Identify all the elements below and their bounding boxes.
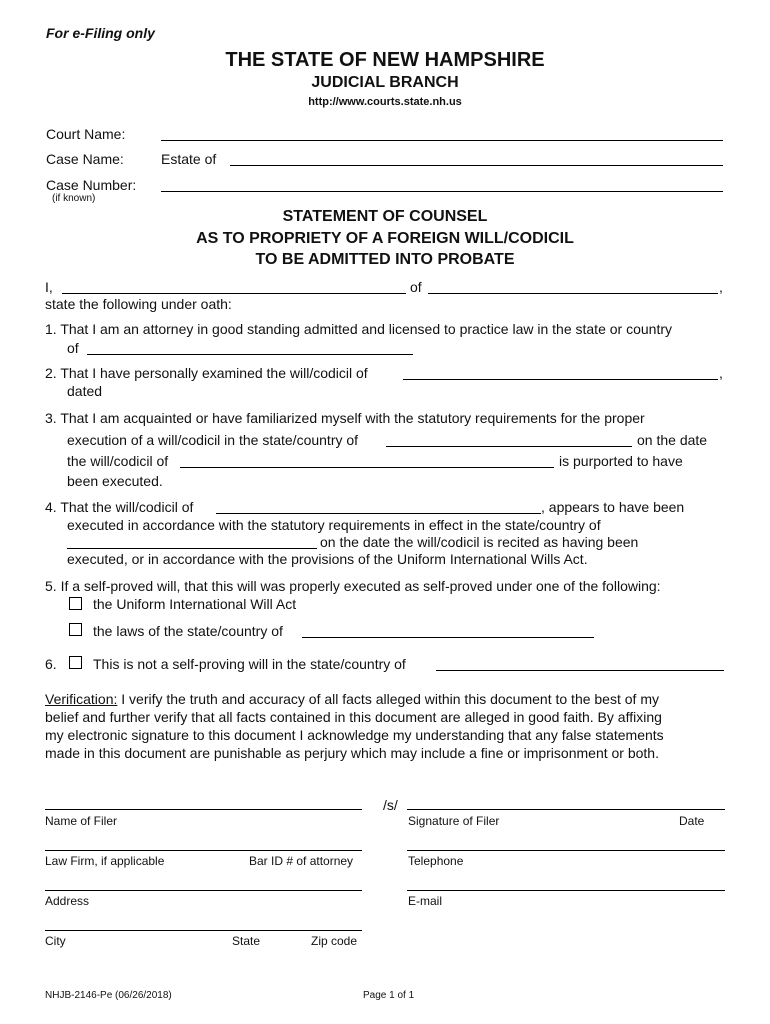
efiling-notice: For e-Filing only xyxy=(46,25,155,41)
item4-on-date: on the date the will/codicil is recited as having been xyxy=(320,534,639,550)
bar-id-label: Bar ID # of attorney xyxy=(249,854,354,868)
email-label: E-mail xyxy=(408,894,443,908)
case-name-field[interactable] xyxy=(230,165,723,166)
item4-testator-field[interactable] xyxy=(216,513,541,514)
item5-state-checkbox[interactable] xyxy=(69,623,82,636)
item2-testator-field[interactable] xyxy=(403,379,718,380)
page-number: Page 1 of 1 xyxy=(363,990,415,1001)
doc-title-line1: STATEMENT OF COUNSEL xyxy=(282,208,488,225)
city-label: City xyxy=(45,934,66,948)
law-firm-label: Law Firm, if applicable xyxy=(45,854,165,868)
item2-text: 2. That I have personally examined the will/codicil of xyxy=(45,365,368,381)
item6-checkbox[interactable] xyxy=(69,656,82,669)
signature-field[interactable] xyxy=(407,809,725,810)
item3-text: 3. That I am acquainted or have familiarized myself with the statutory requirements for the proper xyxy=(45,410,645,426)
verification-line1 xyxy=(45,691,659,707)
form-id: NHJB-2146-Pe (06/26/2018) xyxy=(45,990,172,1001)
name-of-filer-label: Name of Filer xyxy=(45,814,118,828)
item1-state-field[interactable] xyxy=(87,354,413,355)
item6-label: This is not a self-proving will in the state/country of xyxy=(93,656,406,672)
item6-state-field[interactable] xyxy=(436,670,724,671)
verification-line4: made in this document are punishable as perjury which may include a fine or imprisonment or both. xyxy=(45,745,659,761)
item5-uniform-label: the Uniform International Will Act xyxy=(93,596,297,612)
case-number-label: Case Number: xyxy=(46,177,137,193)
verification-line2: belief and further verify that all facts contained in this document are alleged in good faith. By affixing xyxy=(45,709,662,725)
verification-line3: my electronic signature to this document I acknowledge my understanding that any false statements xyxy=(45,727,664,743)
declarant-location-field[interactable] xyxy=(428,293,718,294)
item1-of: of xyxy=(67,340,79,356)
email-field[interactable] xyxy=(407,890,725,891)
state-title: THE STATE OF NEW HAMPSHIRE xyxy=(225,49,545,71)
item3-state-field[interactable] xyxy=(386,446,632,447)
oath-text: state the following under oath: xyxy=(45,296,232,312)
case-name-label: Case Name: xyxy=(46,151,124,167)
court-url[interactable]: http://www.courts.state.nh.us xyxy=(308,96,462,108)
item5-uniform-checkbox[interactable] xyxy=(69,597,82,610)
item3-will-of: the will/codicil of xyxy=(67,453,169,469)
if-known-note: (if known) xyxy=(52,193,96,204)
doc-title-line2: AS TO PROPRIETY OF A FOREIGN WILL/CODICIL xyxy=(196,230,574,247)
law-firm-field[interactable] xyxy=(45,850,362,851)
item2-comma: , xyxy=(719,365,723,381)
item5-state-label: the laws of the state/country of xyxy=(93,623,283,639)
item4-uniform: executed, or in accordance with the provisions of the Uniform International Wills Act. xyxy=(67,551,588,567)
item6-number: 6. xyxy=(45,656,57,672)
verification-text1: I verify the truth and accuracy of all facts alleged within this document to the best of my xyxy=(117,691,659,707)
zip-label: Zip code xyxy=(311,934,358,948)
item3-execution: execution of a will/codicil in the state/country of xyxy=(67,432,359,448)
case-number-field[interactable] xyxy=(161,191,723,192)
signature-label: Signature of Filer xyxy=(408,814,500,828)
name-of-filer-field[interactable] xyxy=(45,809,362,810)
item5-text: 5. If a self-proved will, that this will was properly executed as self-proved under one of the following: xyxy=(45,578,661,594)
doc-title-line3: TO BE ADMITTED INTO PROBATE xyxy=(255,251,515,268)
item4-appears: , appears to have been xyxy=(541,499,685,515)
intro-i: I, xyxy=(45,279,53,295)
intro-of: of xyxy=(410,279,422,295)
item2-dated: dated xyxy=(67,383,103,399)
declarant-name-field[interactable] xyxy=(62,293,406,294)
branch-title: JUDICIAL BRANCH xyxy=(311,74,459,91)
date-label: Date xyxy=(679,814,705,828)
state-label: State xyxy=(232,934,261,948)
court-name-label: Court Name: xyxy=(46,126,126,142)
item4-state-field[interactable] xyxy=(67,548,317,549)
item4-text: 4. That the will/codicil of xyxy=(45,499,194,515)
telephone-field[interactable] xyxy=(407,850,725,851)
item3-on-date: on the date xyxy=(637,432,708,448)
city-state-zip-field[interactable] xyxy=(45,930,362,931)
item3-testator-field[interactable] xyxy=(180,467,554,468)
estate-of-label: Estate of xyxy=(161,151,217,167)
item4-executed: executed in accordance with the statutory requirements in effect in the state/country of xyxy=(67,517,601,533)
intro-comma: , xyxy=(719,279,723,295)
address-label: Address xyxy=(45,894,90,908)
address-field[interactable] xyxy=(45,890,362,891)
item3-purported: is purported to have xyxy=(559,453,683,469)
item1-text: 1. That I am an attorney in good standing admitted and licensed to practice law in the state or country xyxy=(45,321,672,337)
telephone-label: Telephone xyxy=(408,854,464,868)
s-mark: /s/ xyxy=(383,797,398,813)
court-name-field[interactable] xyxy=(161,140,723,141)
item5-state-field[interactable] xyxy=(302,637,594,638)
verification-label: Verification: xyxy=(45,691,118,707)
item3-executed: been executed. xyxy=(67,473,163,489)
